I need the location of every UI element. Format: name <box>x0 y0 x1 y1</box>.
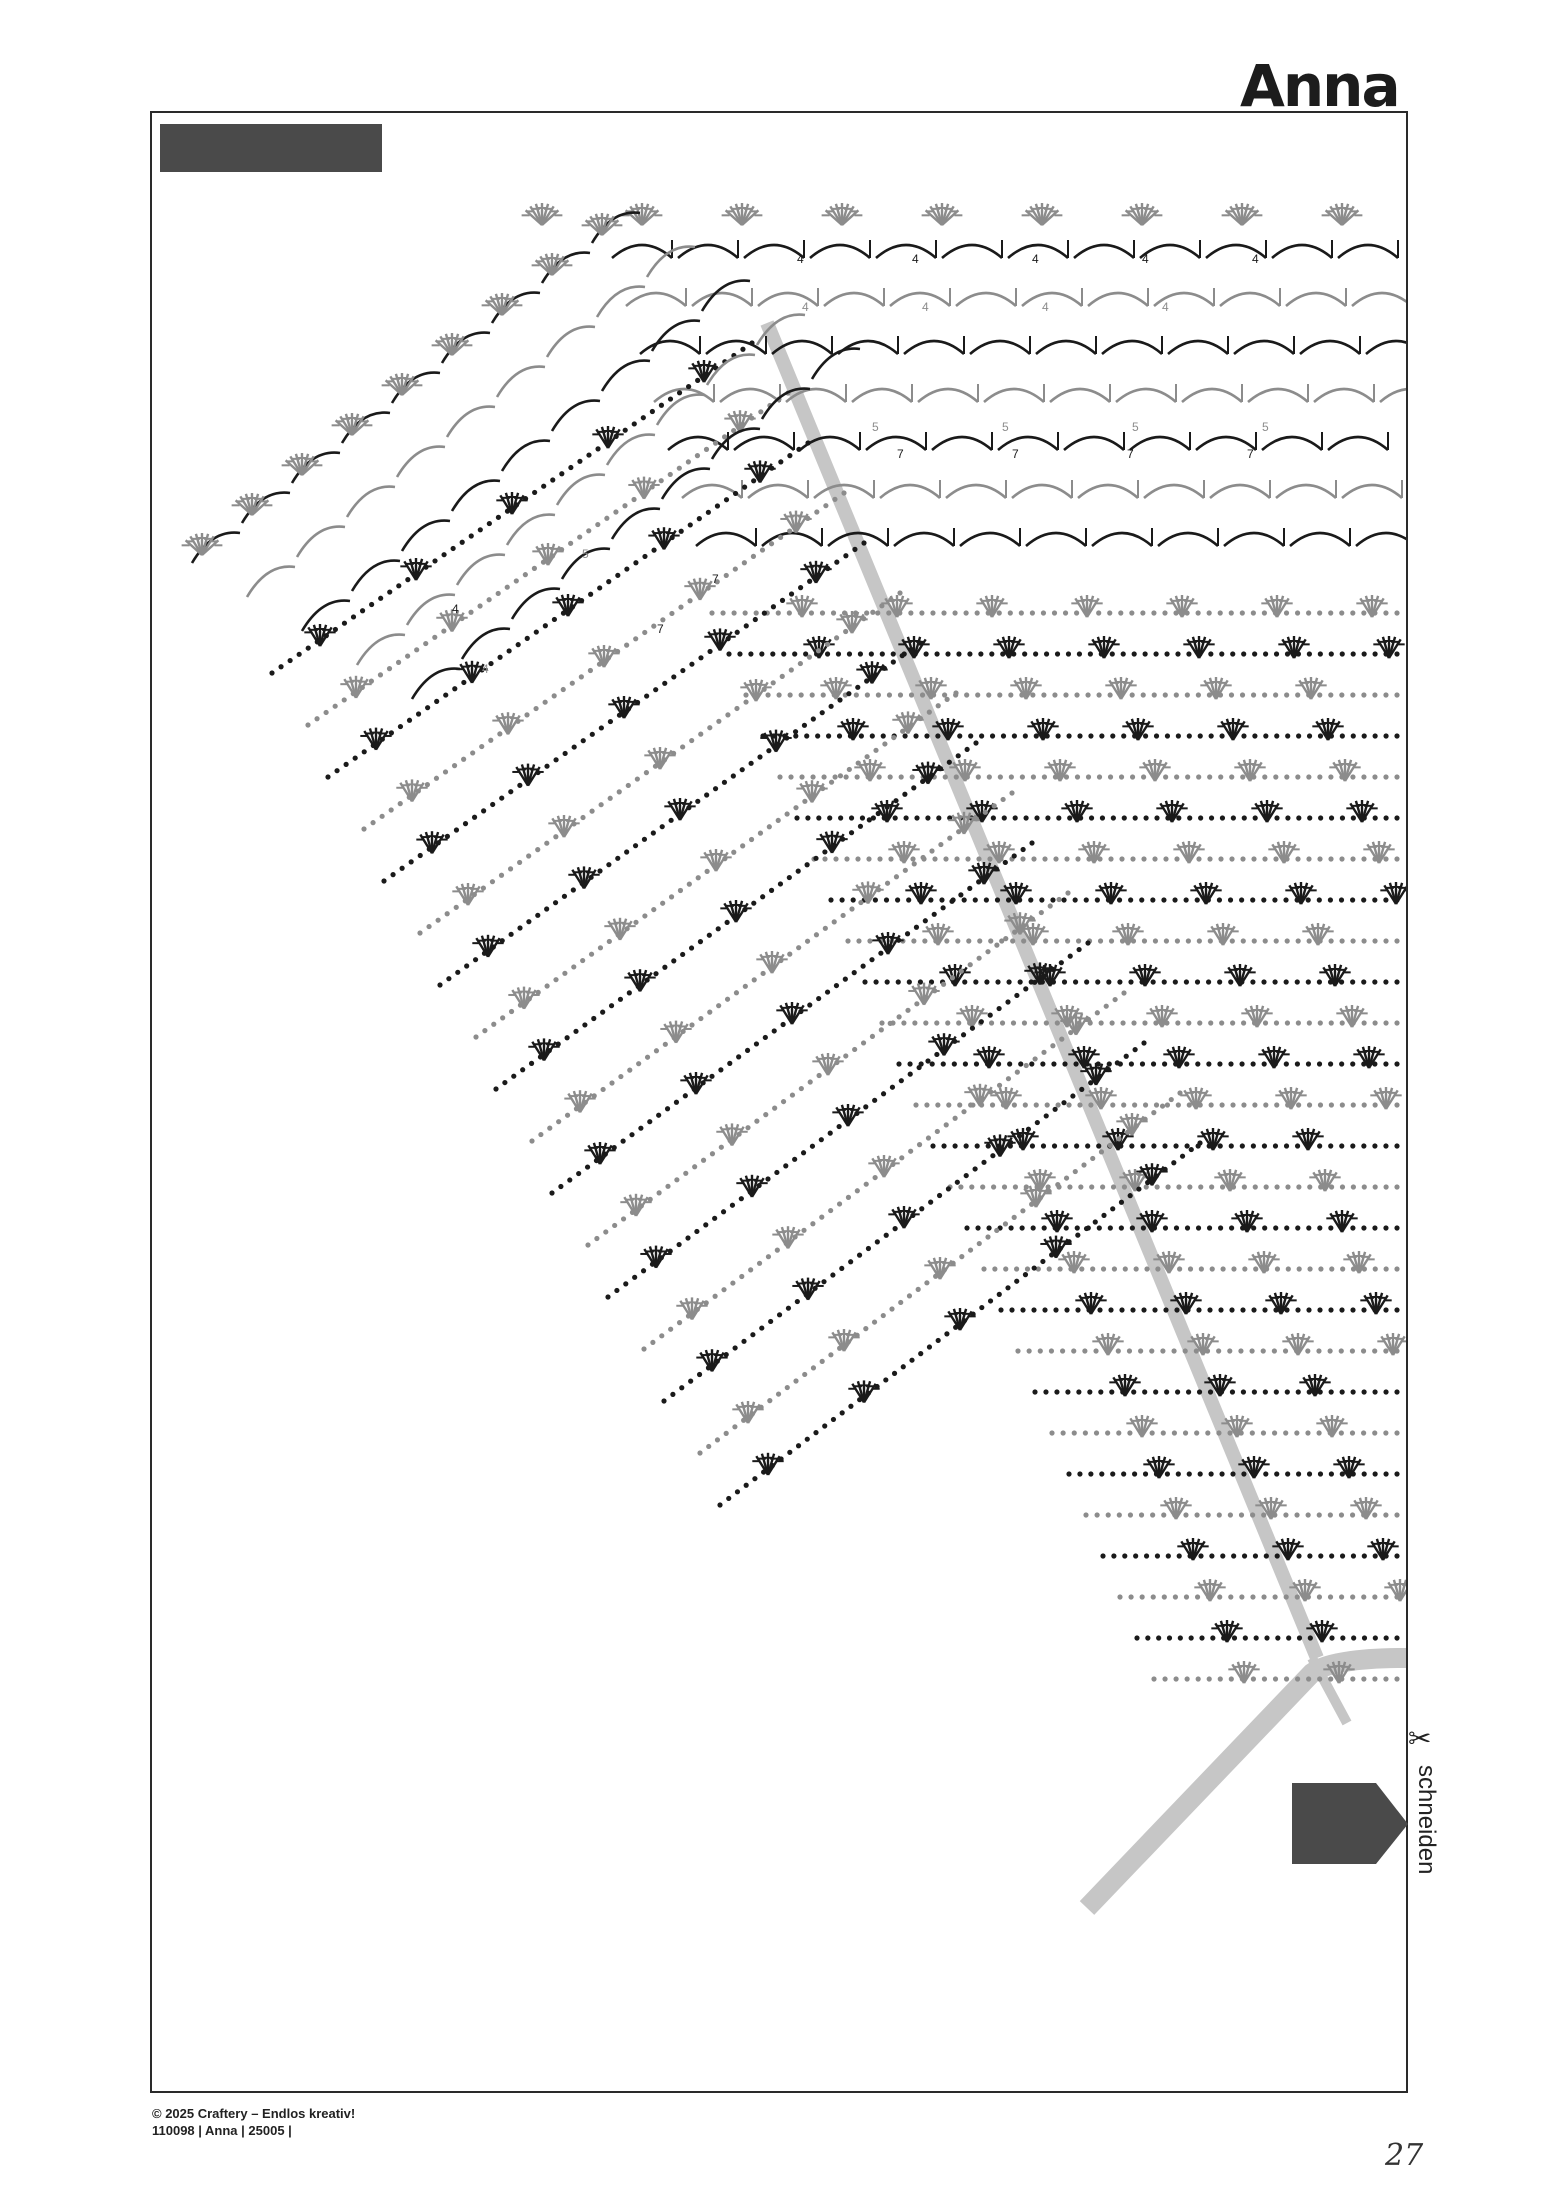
svg-text:5: 5 <box>872 420 879 434</box>
svg-text:7: 7 <box>657 622 664 636</box>
svg-text:5: 5 <box>1132 420 1139 434</box>
footer-copyright: © 2025 Craftery – Endlos kreativ! <box>152 2106 356 2121</box>
page-number: 27 <box>1385 2138 1424 2173</box>
svg-text:4: 4 <box>1162 300 1169 314</box>
svg-text:5: 5 <box>1262 420 1269 434</box>
svg-text:4: 4 <box>1042 300 1049 314</box>
svg-text:4: 4 <box>797 252 804 266</box>
svg-text:4: 4 <box>482 662 489 676</box>
chart-guides <box>767 323 1406 1908</box>
scissors-icon: ✂ <box>1408 1723 1432 1754</box>
footer <box>152 2105 355 2139</box>
diagonal-rows <box>182 213 1203 1508</box>
svg-text:4: 4 <box>1032 252 1039 266</box>
svg-text:4: 4 <box>912 252 919 266</box>
svg-text:5: 5 <box>1002 420 1009 434</box>
cut-label: schneiden <box>1413 1765 1440 1875</box>
svg-text:4: 4 <box>802 300 809 314</box>
svg-text:7: 7 <box>1012 447 1019 461</box>
horizontal-rows <box>522 203 1406 1683</box>
svg-text:4: 4 <box>922 300 929 314</box>
svg-text:4: 4 <box>452 602 459 616</box>
svg-text:4: 4 <box>1252 252 1259 266</box>
svg-text:7: 7 <box>1247 447 1254 461</box>
svg-text:7: 7 <box>1127 447 1134 461</box>
crochet-chart <box>152 113 1406 2091</box>
svg-text:7: 7 <box>712 572 719 586</box>
brand-logo: Anna <box>1240 52 1399 120</box>
cut-marker-arrow <box>1292 1783 1410 1865</box>
svg-text:5: 5 <box>582 547 589 561</box>
footer-code: 110098 | Anna | 25005 | <box>152 2123 292 2138</box>
arc-count-labels <box>452 252 1269 676</box>
svg-text:7: 7 <box>897 447 904 461</box>
svg-text:4: 4 <box>1142 252 1149 266</box>
